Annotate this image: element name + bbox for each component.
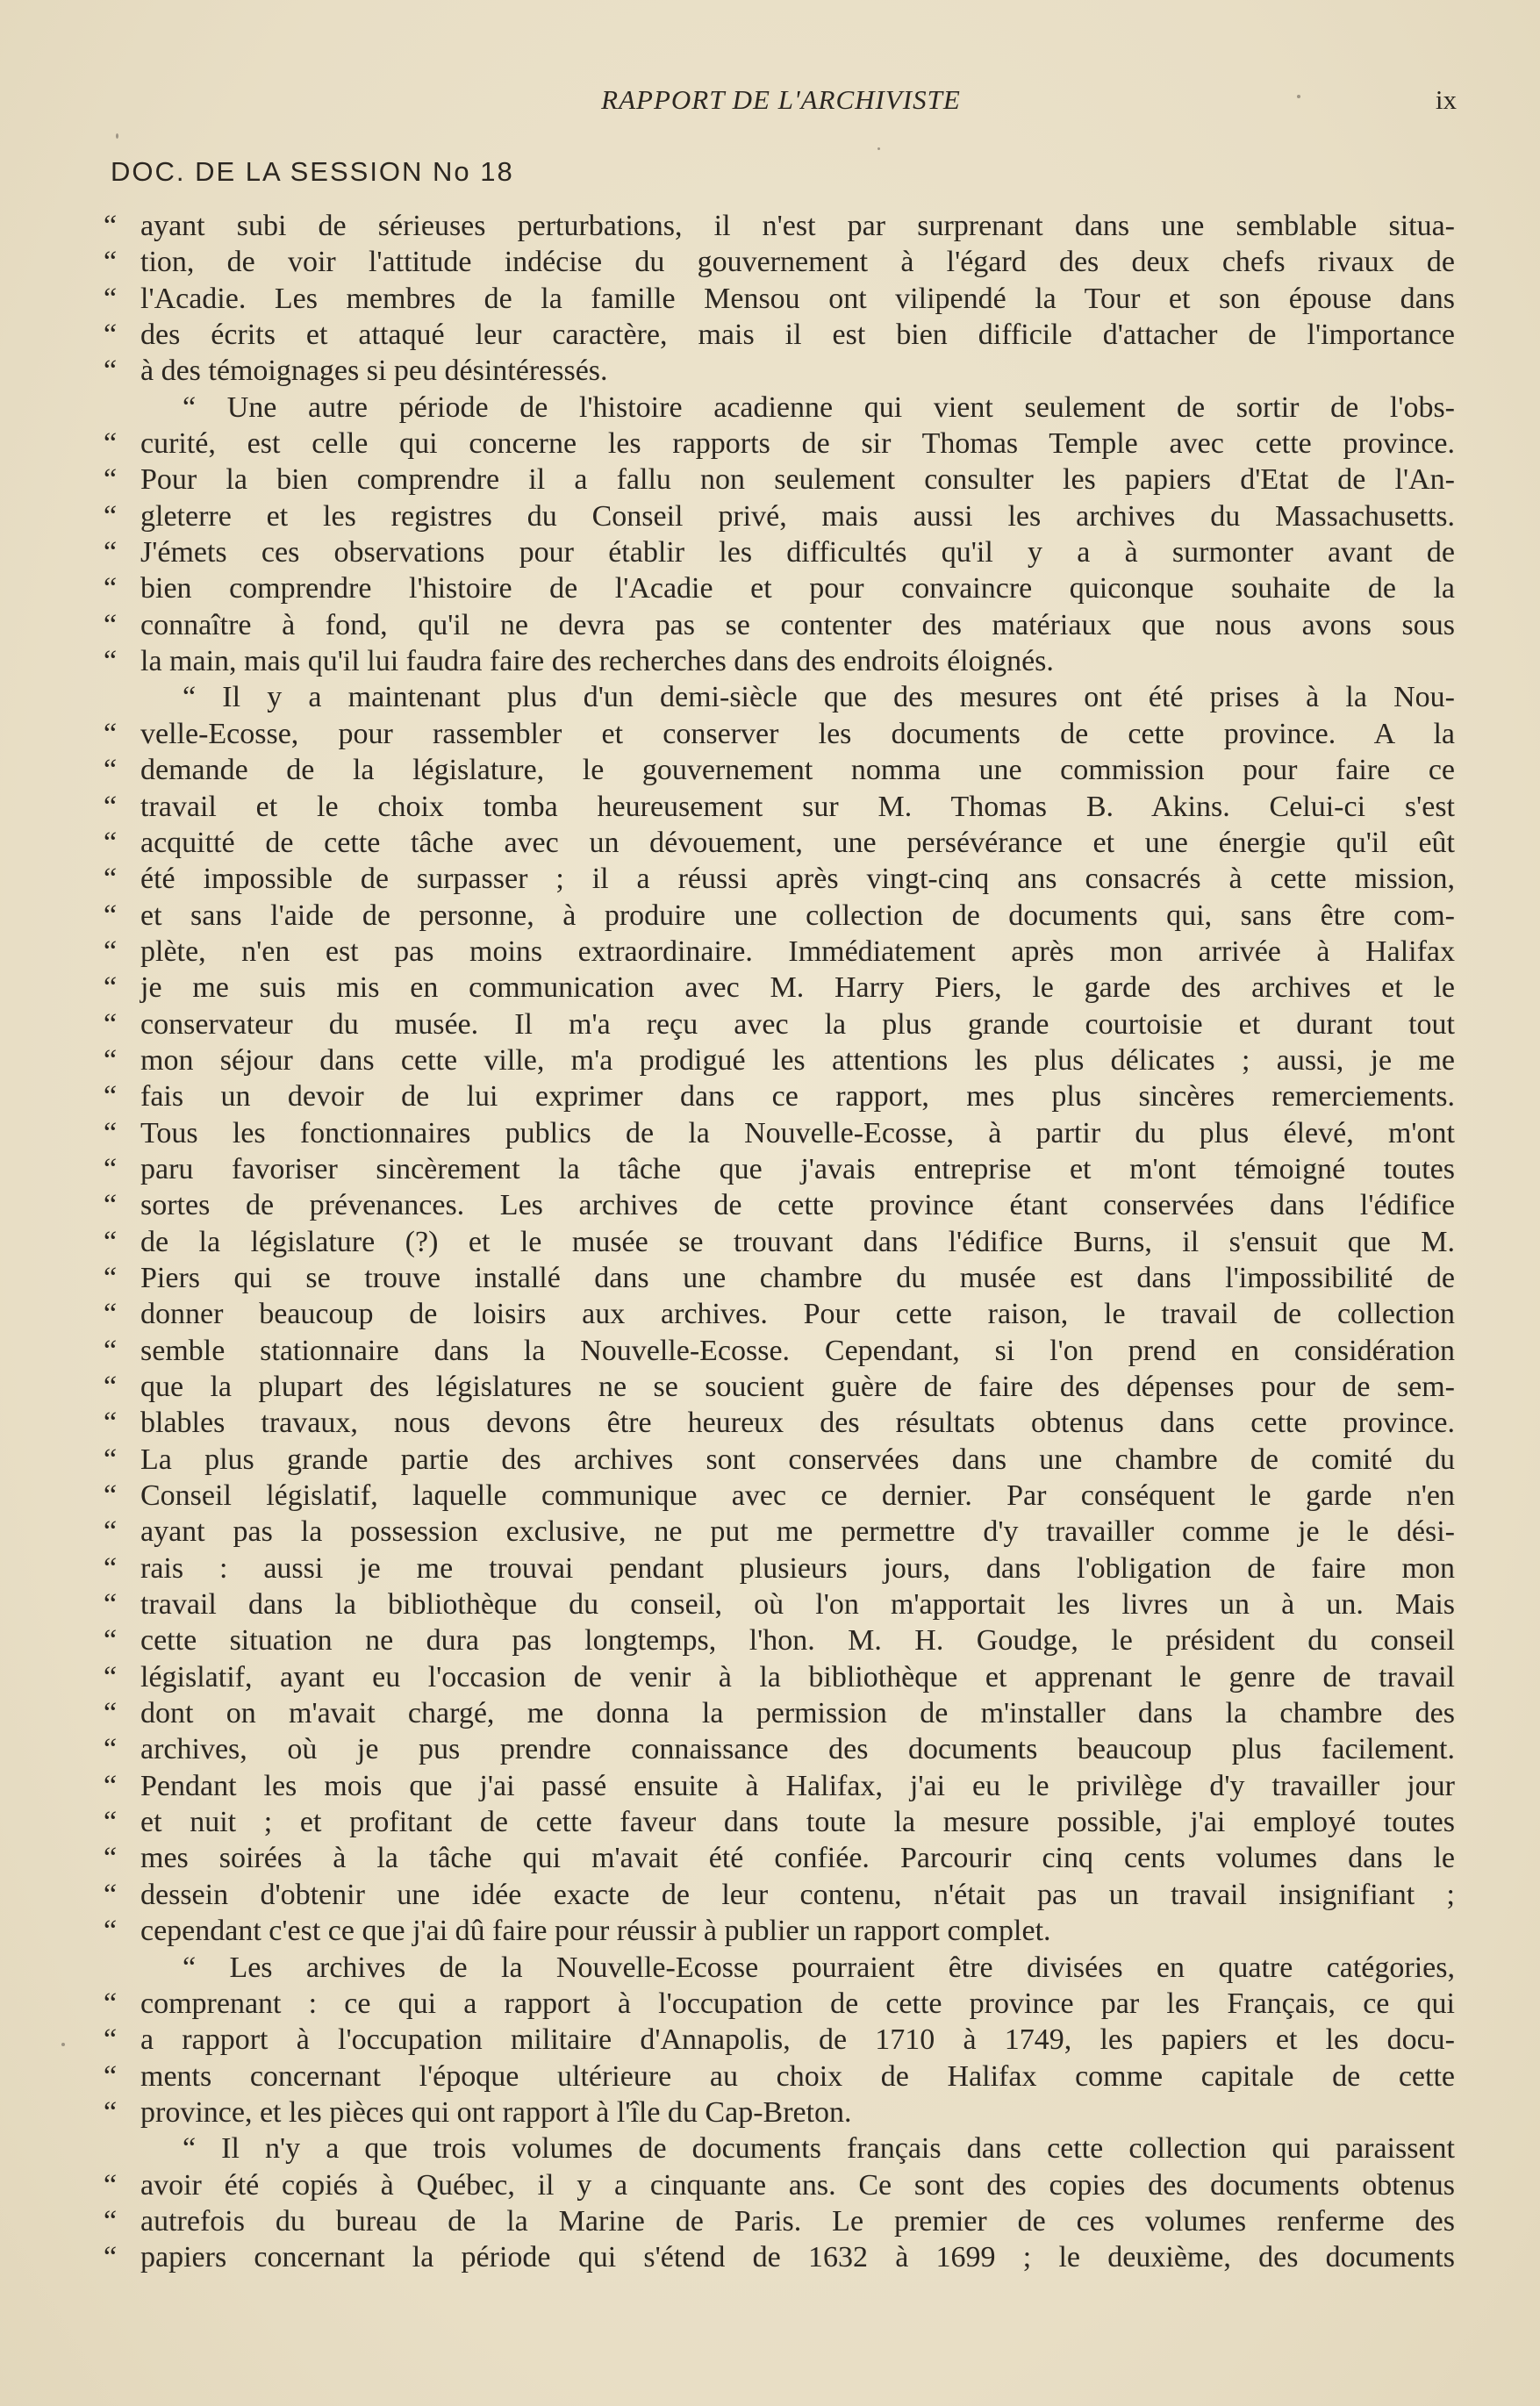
quote-mark: “ [104, 1515, 118, 1549]
line-text: “ Il y a maintenant plus d'un demi-siècle que des mesures ont été prises à la Nou- [183, 681, 1455, 714]
paragraph-first-line [104, 1950, 1455, 1986]
text-line [104, 1369, 1455, 1405]
line-text: “ Il n'y a que trois volumes de documents français dans cette collection qui paraissent [183, 2132, 1455, 2166]
line-text: papiers concernant la période qui s'étend de 1632 à 1699 ; le deuxième, des documents [140, 2241, 1455, 2274]
line-text: autrefois du bureau de la Marine de Paris. Le premier de ces volumes renferme des [140, 2204, 1455, 2238]
line-text: mes soirées à la tâche qui m'avait été confiée. Parcourir cinq cents volumes dans le [140, 1842, 1455, 1875]
quote-mark: “ [104, 899, 118, 932]
text-line [104, 2059, 1455, 2095]
text-line [104, 498, 1455, 534]
quote-mark: “ [104, 1915, 118, 1948]
quote-mark: “ [104, 1225, 118, 1258]
quote-mark: “ [104, 1733, 118, 1766]
line-text: dont on m'avait chargé, me donna la permission de m'installer dans la chambre des [140, 1697, 1455, 1730]
paragraph-first-line [104, 2130, 1455, 2166]
line-text: je me suis mis en communication avec M. Harry Piers, le garde des archives et le [140, 971, 1455, 1005]
line-text: Pendant les mois que j'ai passé ensuite à Halifax, j'ai eu le privilège d'y travailler jour [140, 1769, 1455, 1802]
text-line [104, 1478, 1455, 1514]
text-line [104, 1804, 1455, 1840]
quote-mark: “ [104, 1588, 118, 1622]
line-text: archives, où je pus prendre connaissance des documents beaucoup plus facilement. [140, 1733, 1455, 1766]
line-text: cependant c'est ce que j'ai dû faire pour réussir à publier un rapport complet. [140, 1915, 1051, 1948]
text-line [104, 898, 1455, 934]
quote-mark: “ [104, 1551, 118, 1585]
quote-mark: “ [104, 1769, 118, 1802]
text-line [104, 1006, 1455, 1042]
quote-mark: “ [104, 1152, 118, 1185]
text-line [104, 2022, 1455, 2058]
text-line [104, 2167, 1455, 2203]
line-text: “ Les archives de la Nouvelle-Ecosse pourraient être divisées en quatre catégories, [183, 1951, 1455, 1984]
text-line [104, 1877, 1455, 1913]
line-text: et sans l'aide de personne, à produire une collection de documents qui, sans être com- [140, 899, 1455, 932]
line-text: velle-Ecosse, pour rassembler et conserver les documents de cette province. A la [140, 717, 1455, 750]
quote-mark: “ [104, 1007, 118, 1041]
running-header [105, 84, 1457, 128]
line-text: a rapport à l'occupation militaire d'Annapolis, de 1710 à 1749, les papiers et les docu- [140, 2023, 1455, 2057]
quote-mark: “ [104, 1878, 118, 1911]
running-title: RAPPORT DE L'ARCHIVISTE [601, 84, 961, 115]
quote-mark: “ [104, 536, 118, 569]
quote-mark: “ [104, 1660, 118, 1694]
text-line [104, 1695, 1455, 1731]
quote-mark: “ [104, 1987, 118, 2020]
line-text: J'émets ces observations pour établir les difficultés qu'il y a à surmonter avant de [140, 536, 1455, 569]
line-text: mon séjour dans cette ville, m'a prodigué les attentions les plus délicates ; aussi, je me [140, 1043, 1455, 1077]
quote-mark: “ [104, 1479, 118, 1513]
line-text: Piers qui se trouve installé dans une chambre du musée est dans l'impossibilité de [140, 1261, 1455, 1294]
quote-mark: “ [104, 1189, 118, 1222]
text-line [104, 244, 1455, 280]
page-number: ix [1435, 84, 1457, 115]
quote-mark: “ [104, 934, 118, 968]
line-text: rais : aussi je me trouvai pendant plusieurs jours, dans l'obligation de faire mon [140, 1551, 1455, 1585]
print-speck [1297, 95, 1300, 98]
line-text: gleterre et les registres du Conseil privé, mais aussi les archives du Massachusetts. [140, 499, 1455, 533]
line-text: curité, est celle qui concerne les rapports de sir Thomas Temple avec cette province. [140, 427, 1455, 461]
quote-mark: “ [104, 2241, 118, 2274]
line-text: Tous les fonctionnaires publics de la Nouvelle-Ecosse, à partir du plus élevé, m'ont [140, 1116, 1455, 1149]
quote-mark: “ [104, 572, 118, 605]
text-line [104, 1260, 1455, 1296]
line-text: l'Acadie. Les membres de la famille Mensou ont vilipendé la Tour et son épouse dans [140, 282, 1455, 315]
text-line [104, 607, 1455, 643]
quote-mark: “ [104, 2204, 118, 2238]
quote-mark: “ [104, 1806, 118, 1839]
line-text: travail et le choix tomba heureusement sur M. Thomas B. Akins. Celui-ci s'est [140, 790, 1455, 823]
quote-mark: “ [104, 971, 118, 1005]
line-text: Conseil législatif, laquelle communique avec ce dernier. Par conséquent le garde n'en [140, 1479, 1455, 1513]
text-line [104, 281, 1455, 317]
text-line [104, 1622, 1455, 1658]
text-line [104, 1151, 1455, 1187]
paragraph-first-line [104, 679, 1455, 715]
text-line [104, 1042, 1455, 1078]
quote-mark: “ [104, 2059, 118, 2093]
line-text: paru favoriser sincèrement la tâche que j'avais entreprise et m'ont témoigné toutes [140, 1152, 1455, 1185]
line-text: législatif, ayant eu l'occasion de venir à la bibliothèque et apprenant le genre de travail [140, 1660, 1455, 1694]
line-text: conservateur du musée. Il m'a reçu avec la plus grande courtoisie et durant tout [140, 1007, 1455, 1041]
line-text: avoir été copiés à Québec, il y a cinquante ans. Ce sont des copies des documents obtenus [140, 2168, 1455, 2202]
quote-mark: “ [104, 826, 118, 859]
quote-mark: “ [104, 863, 118, 896]
quote-mark: “ [104, 1261, 118, 1294]
text-line [104, 1333, 1455, 1369]
text-line [104, 1840, 1455, 1876]
quote-mark: “ [104, 1407, 118, 1440]
text-line [104, 1986, 1455, 2022]
line-text: La plus grande partie des archives sont conservées dans une chambre de comité du [140, 1443, 1455, 1476]
print-speck [877, 147, 880, 150]
text-line [104, 970, 1455, 1006]
text-line [104, 1405, 1455, 1441]
text-line [104, 1659, 1455, 1695]
text-line [104, 426, 1455, 462]
line-text: de la législature (?) et le musée se trouvant dans l'édifice Burns, il s'ensuit que M. [140, 1225, 1455, 1258]
text-line [104, 1442, 1455, 1478]
line-text: demande de la législature, le gouvernement nomma une commission pour faire ce [140, 754, 1455, 787]
text-line [104, 1768, 1455, 1804]
line-text: ments concernant l'époque ultérieure au choix de Halifax comme capitale de cette [140, 2059, 1455, 2093]
text-line [104, 1550, 1455, 1586]
text-line [104, 1586, 1455, 1622]
line-text: sortes de prévenances. Les archives de cette province étant conservées dans l'édifice [140, 1189, 1455, 1222]
line-text: connaître à fond, qu'il ne devra pas se contenter des matériaux que nous avons sous [140, 608, 1455, 641]
line-text: que la plupart des législatures ne se soucient guère de faire des dépenses pour de sem- [140, 1371, 1455, 1403]
text-line [104, 1731, 1455, 1767]
quote-mark: “ [104, 645, 118, 678]
line-text: acquitté de cette tâche avec un dévouement, une persévérance et une énergie qu'il eût [140, 826, 1455, 859]
text-line [104, 1296, 1455, 1332]
line-text: bien comprendre l'histoire de l'Acadie et pour convaincre quiconque souhaite de la [140, 572, 1455, 605]
text-line [104, 643, 1455, 679]
paragraph-first-line [104, 390, 1455, 426]
quote-mark: “ [104, 246, 118, 279]
text-line [104, 789, 1455, 825]
quote-mark: “ [104, 790, 118, 823]
quote-mark: “ [104, 354, 118, 388]
line-text: ayant subi de sérieuses perturbations, il n'est par surprenant dans une semblable situa- [140, 210, 1455, 242]
quote-mark: “ [104, 499, 118, 533]
quote-mark: “ [104, 2023, 118, 2057]
quote-mark: “ [104, 608, 118, 641]
session-document-label: DOC. DE LA SESSION No 18 [111, 156, 514, 187]
line-text: et nuit ; et profitant de cette faveur dans toute la mesure possible, j'ai employé toutes [140, 1806, 1455, 1839]
line-text: la main, mais qu'il lui faudra faire des recherches dans des endroits éloignés. [140, 645, 1054, 678]
line-text: semble stationnaire dans la Nouvelle-Ecosse. Cependant, si l'on prend en considération [140, 1334, 1455, 1367]
print-speck [61, 2043, 65, 2046]
text-line [104, 1187, 1455, 1223]
quote-mark: “ [104, 1624, 118, 1658]
line-text: fais un devoir de lui exprimer dans ce rapport, mes plus sincères remerciements. [140, 1080, 1455, 1113]
quote-mark: “ [104, 1298, 118, 1331]
quote-mark: “ [104, 282, 118, 315]
line-text: tion, de voir l'attitude indécise du gouvernement à l'égard des deux chefs rivaux de [140, 246, 1455, 279]
text-line [104, 462, 1455, 498]
text-line [104, 825, 1455, 861]
text-line [104, 752, 1455, 788]
line-text: comprenant : ce qui a rapport à l'occupation de cette province par les Français, ce qui [140, 1987, 1455, 2020]
quote-mark: “ [104, 1697, 118, 1730]
text-line [104, 1514, 1455, 1550]
text-line [104, 2239, 1455, 2275]
text-line [104, 534, 1455, 570]
quote-mark: “ [104, 1080, 118, 1113]
line-text: Pour la bien comprendre il a fallu non seulement consulter les papiers d'Etat de l'An- [140, 463, 1455, 497]
line-text: dessein d'obtenir une idée exacte de leur contenu, n'était pas un travail insignifiant ; [140, 1878, 1455, 1911]
line-text: plète, n'en est pas moins extraordinaire. Immédiatement après mon arrivée à Halifax [140, 934, 1455, 968]
quote-mark: “ [104, 2095, 118, 2129]
text-line [104, 934, 1455, 970]
line-text: été impossible de surpasser ; il a réussi après vingt-cinq ans consacrés à cette mission, [140, 863, 1455, 896]
text-line [104, 2095, 1455, 2130]
body-text [104, 208, 1455, 2276]
line-text: “ Une autre période de l'histoire acadienne qui vient seulement de sortir de l'obs- [183, 390, 1455, 424]
text-line [104, 716, 1455, 752]
quote-mark: “ [104, 1842, 118, 1875]
line-text: ayant pas la possession exclusive, ne put me permettre d'y travailler comme je le dési- [140, 1515, 1455, 1549]
quote-mark: “ [104, 1043, 118, 1077]
text-line [104, 208, 1455, 244]
text-line [104, 1913, 1455, 1949]
line-text: des écrits et attaqué leur caractère, mais il est bien difficile d'attacher de l'importance [140, 319, 1455, 352]
text-line [104, 2203, 1455, 2239]
text-line [104, 861, 1455, 897]
print-speck [116, 133, 118, 139]
quote-mark: “ [104, 1116, 118, 1149]
quote-mark: “ [104, 210, 118, 242]
quote-mark: “ [104, 1334, 118, 1367]
line-text: travail dans la bibliothèque du conseil, où l'on m'apportait les livres un à un. Mais [140, 1588, 1455, 1622]
line-text: blables travaux, nous devons être heureux des résultats obtenus dans cette province. [140, 1407, 1455, 1440]
text-line [104, 317, 1455, 353]
text-line [104, 570, 1455, 606]
line-text: province, et les pièces qui ont rapport à l'île du Cap-Breton. [140, 2095, 852, 2129]
text-line [104, 1115, 1455, 1151]
quote-mark: “ [104, 754, 118, 787]
quote-mark: “ [104, 2168, 118, 2202]
line-text: à des témoignages si peu désintéressés. [140, 354, 608, 388]
quote-mark: “ [104, 427, 118, 461]
quote-mark: “ [104, 463, 118, 497]
quote-mark: “ [104, 717, 118, 750]
text-line [104, 1078, 1455, 1114]
quote-mark: “ [104, 1371, 118, 1403]
line-text: donner beaucoup de loisirs aux archives. Pour cette raison, le travail de collection [140, 1298, 1455, 1331]
quote-mark: “ [104, 319, 118, 352]
line-text: cette situation ne dura pas longtemps, l'hon. M. H. Goudge, le président du conseil [140, 1624, 1455, 1658]
text-line [104, 1224, 1455, 1260]
text-line [104, 353, 1455, 389]
quote-mark: “ [104, 1443, 118, 1476]
